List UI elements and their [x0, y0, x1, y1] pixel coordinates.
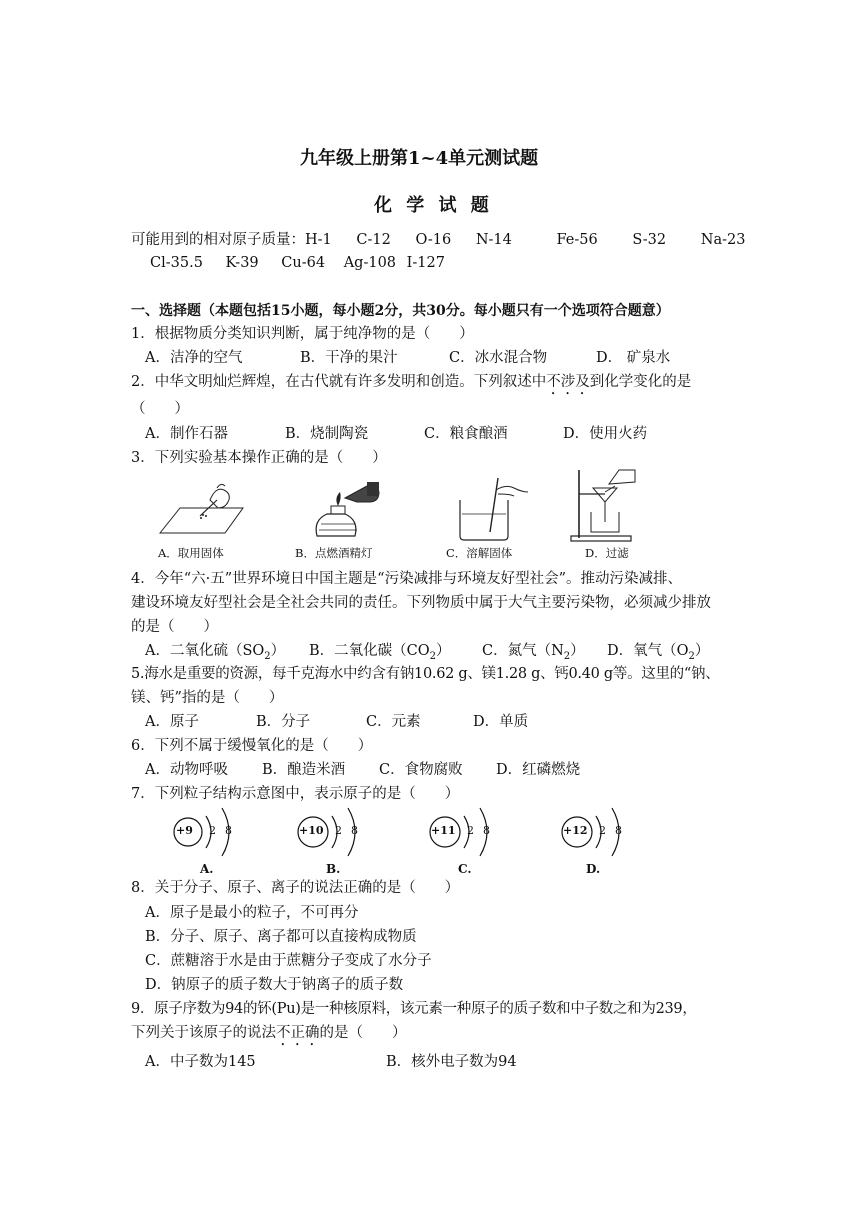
q2-stem-pre: 2．中华文明灿烂辉煌，在古代就有许多发明和创造。下列叙述中 [131, 374, 547, 390]
mass-cl: Cl-35.5 [150, 255, 203, 271]
q2-stem [131, 372, 691, 398]
q9-line-2-pre: 下列关于该原子的说法 [131, 1025, 276, 1041]
q3-stem: 3．下列实验基本操作正确的是（ ） [131, 450, 387, 466]
atomic-mass-line-1 [131, 230, 745, 250]
q1-stem: 1．根据物质分类知识判断，属于纯净物的是（ ） [131, 326, 474, 342]
q9-option-b: B．核外电子数为94 [386, 1054, 517, 1070]
shell-1-a: 2 [209, 824, 216, 837]
atom-label-b: B. [326, 862, 341, 876]
alcohol-lamp-illustration [305, 478, 385, 540]
atom-label-c: C. [458, 862, 472, 876]
mass-cu: Cu-64 [281, 255, 326, 271]
atom-diagram-a [172, 806, 242, 858]
q3-caption-a: A．取用固体 [158, 546, 224, 560]
q2-stem-emphasis: 不涉及 [546, 374, 590, 390]
q7-stem: 7．下列粒子结构示意图中，表示原子的是（ ） [131, 786, 460, 802]
mass-na: Na-23 [700, 232, 746, 248]
q4-a-text: A．二氧化硫（SO [145, 643, 265, 659]
subject-title: 化 学 试 题 [374, 195, 493, 216]
q4-line-3: 的是（ ） [131, 619, 218, 635]
q6-option-c: C．食物腐败 [379, 762, 463, 778]
mass-i: I-127 [406, 255, 445, 271]
shell-1-d: 2 [599, 824, 606, 837]
q8-option-a: A．原子是最小的粒子，不可再分 [145, 905, 359, 921]
q9-option-a: A．中子数为145 [145, 1054, 256, 1070]
q6-stem: 6．下列不属于缓慢氧化的是（ ） [131, 738, 373, 754]
q8-option-d: D．钠原子的质子数大于钠离子的质子数 [145, 977, 404, 993]
q2-option-d: D．使用火药 [563, 426, 648, 442]
mass-h: H-1 [305, 232, 332, 248]
atomic-mass-label: 可能用到的相对原子质量： [131, 232, 305, 248]
q4-b-close: ） [436, 643, 451, 659]
q5-option-c: C．元素 [366, 714, 421, 730]
q4-option-b [309, 641, 451, 667]
q4-b-text: B．二氧化碳（CO [309, 643, 430, 659]
filtration-illustration [565, 466, 645, 544]
q1-option-b: B．干净的果汁 [300, 350, 398, 366]
nucleus-b: +10 [299, 824, 324, 837]
q1-option-a: A．洁净的空气 [145, 350, 243, 366]
q2-option-a: A．制作石器 [145, 426, 228, 442]
q6-option-d: D．红磷燃烧 [496, 762, 581, 778]
q3-caption-d: D．过滤 [585, 546, 629, 560]
q4-d-text: D．氧气（O [607, 643, 689, 659]
q2-stem-continued: （ ） [131, 401, 189, 417]
q1-option-d: D． 矿泉水 [596, 350, 671, 366]
q4-d-close: ） [694, 643, 710, 659]
mass-k: K-39 [225, 255, 259, 271]
q2-option-c: C．粮食酿酒 [424, 426, 508, 442]
atom-diagram-c [428, 806, 500, 858]
shell-2-d: 8 [615, 824, 622, 837]
atom-diagram-d [560, 806, 632, 858]
atom-label-a: A. [200, 862, 214, 876]
q4-option-d [607, 641, 709, 667]
q4-c-text: C．氮气（N [482, 643, 564, 659]
mass-s: S-32 [632, 232, 667, 248]
shell-2-a: 8 [225, 824, 232, 837]
q9-line-2-post: 的是（ ） [319, 1025, 407, 1041]
q9-line-2-emphasis: 不正确 [276, 1025, 320, 1041]
exam-title: 九年级上册第1~4单元测试题 [300, 148, 539, 169]
mass-ag: Ag-108 [343, 255, 397, 271]
q6-option-a: A．动物呼吸 [145, 762, 228, 778]
q6-option-b: B．酿造米酒 [262, 762, 346, 778]
q2-option-b: B．烧制陶瓷 [285, 426, 369, 442]
q3-caption-c: C．溶解固体 [446, 546, 513, 560]
mass-fe: Fe-56 [556, 232, 598, 248]
q5-option-b: B．分子 [256, 714, 311, 730]
q2-stem-post: 到化学变化的是 [589, 374, 692, 390]
q4-option-c [482, 641, 585, 667]
q4-a-close: ） [270, 643, 286, 659]
section-heading: 一、选择题（本题包括15小题，每小题2分，共30分。每小题只有一个选项符合题意） [131, 303, 670, 319]
q4-c-close: ） [570, 643, 585, 659]
q4-a-sub: 2 [264, 650, 271, 662]
atom-label-d: D. [586, 862, 601, 876]
atom-diagram-b [296, 806, 368, 858]
mass-n: N-14 [475, 232, 512, 248]
q4-c-sub: 2 [563, 650, 571, 662]
q5-line-2: 镁、钙”指的是（ ） [131, 690, 284, 706]
q4-line-2: 建设环境友好型社会是全社会共同的责任。下列物质中属于大气主要污染物，必须减少排放 [131, 595, 711, 611]
q8-option-c: C．蔗糖溶于水是由于蔗糖分子变成了水分子 [145, 953, 432, 969]
shell-1-b: 2 [335, 824, 342, 837]
q9-line-1: 9．原子序数为94的钚(Pu)是一种核原料，该元素一种原子的质子数和中子数之和为239， [131, 1001, 697, 1017]
dissolve-solid-illustration [452, 472, 532, 542]
nucleus-d: +12 [563, 824, 588, 837]
q4-option-a [145, 641, 285, 667]
nucleus-c: +11 [431, 824, 456, 837]
mass-o: O-16 [415, 232, 452, 248]
q4-d-sub: 2 [688, 650, 695, 662]
take-solid-illustration [155, 478, 245, 538]
q4-b-sub: 2 [429, 650, 437, 662]
q3-caption-b: B．点燃酒精灯 [295, 546, 373, 560]
q1-option-c: C．冰水混合物 [449, 350, 548, 366]
q8-option-b: B．分子、原子、离子都可以直接构成物质 [145, 929, 417, 945]
mass-c: C-12 [356, 232, 391, 248]
q5-option-d: D．单质 [473, 714, 529, 730]
nucleus-a: +9 [176, 824, 193, 837]
shell-1-c: 2 [467, 824, 474, 837]
q4-line-1: 4．今年“六·五”世界环境日中国主题是“污染减排与环境友好型社会”。推动污染减排、 [131, 571, 682, 587]
atomic-mass-line-2 [150, 253, 445, 273]
q5-line-1: 5.海水是重要的资源，每千克海水中约含有钠10.62 g、镁1.28 g、钙0.40 g等。这里的“钠、 [131, 666, 720, 682]
q8-stem: 8．关于分子、原子、离子的说法正确的是（ ） [131, 880, 460, 896]
q9-line-2 [131, 1023, 407, 1049]
q5-option-a: A．原子 [145, 714, 199, 730]
shell-2-c: 8 [483, 824, 490, 837]
shell-2-b: 8 [351, 824, 358, 837]
